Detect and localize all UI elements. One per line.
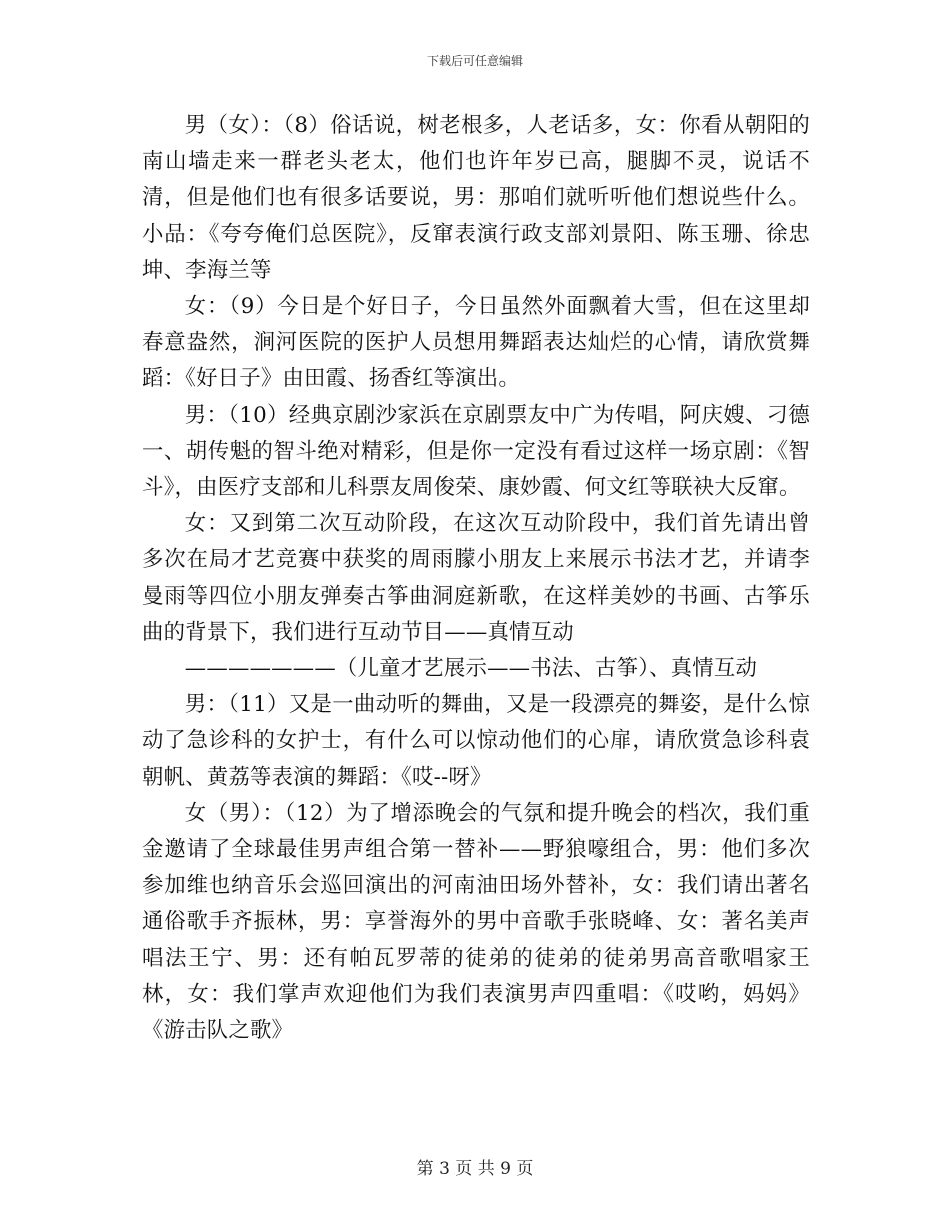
paragraph-8: 男（女）：（8）俗话说，树老根多，人老话多，女：你看从朝阳的南山墙走来一群老头老太，他们也许年岁已高，腿脚不灵，说话不清，但是他们也有很多话要说，男：那咱们就听听他们想说些什么。小品：《夸夸俺们总医院》，反窜表演行政支部刘景阳、陈玉珊、徐忠坤、李海兰等	[142, 113, 810, 283]
page-number: 第 3 页 共 9 页	[416, 1159, 534, 1179]
page-header: 下载后可任意编辑	[426, 54, 523, 68]
document-body	[142, 108, 810, 1049]
paragraph-9: 女：（9）今日是个好日子，今日虽然外面飘着大雪，但在这里却春意盎然，涧河医院的医护人员想用舞蹈表达灿烂的心情，请欣赏舞蹈：《好日子》由田霞、扬香红等演出。	[142, 294, 810, 392]
paragraph-12: 女（男）：（12）为了增添晚会的气氛和提升晚会的档次，我们重金邀请了全球最佳男声组合第一替补——野狼嚎组合，男：他们多次参加维也纳音乐会巡回演出的河南油田场外替补，女：我们请出著名通俗歌手齐振林，男：享誉海外的男中音歌手张晓峰、女：著名美声唱法王宁、男：还有帕瓦罗蒂的徒弟的徒弟的徒弟男高音歌唱家王林，女：我们掌声欢迎他们为我们表演男声四重唱：《哎哟，妈妈》《游击队之歌》	[142, 800, 810, 1044]
paragraph-interaction: 女：又到第二次互动阶段，在这次互动阶段中，我们首先请出曾多次在局才艺竞赛中获奖的周雨朦小朋友上来展示书法才艺，并请李曼雨等四位小朋友弹奏古筝曲洞庭新歌，在这样美妙的书画、古筝乐曲的背景下，我们进行互动节目——真情互动	[142, 511, 810, 645]
paragraph-children-talent: ———————（儿童才艺展示——书法、古筝）、真情互动	[184, 656, 758, 682]
paragraph-11: 男：（11）又是一曲动听的舞曲，又是一段漂亮的舞姿，是什么惊动了急诊科的女护士，有什么可以惊动他们的心扉，请欣赏急诊科袁朝帆、黄荔等表演的舞蹈：《哎--呀》	[142, 692, 810, 790]
paragraph-10: 男：（10）经典京剧沙家浜在京剧票友中广为传唱，阿庆嫂、刁德一、胡传魁的智斗绝对精彩，但是你一定没有看过这样一场京剧：《智斗》，由医疗支部和儿科票友周俊荣、康妙霞、何文红等联袂大反窜。	[142, 402, 810, 501]
